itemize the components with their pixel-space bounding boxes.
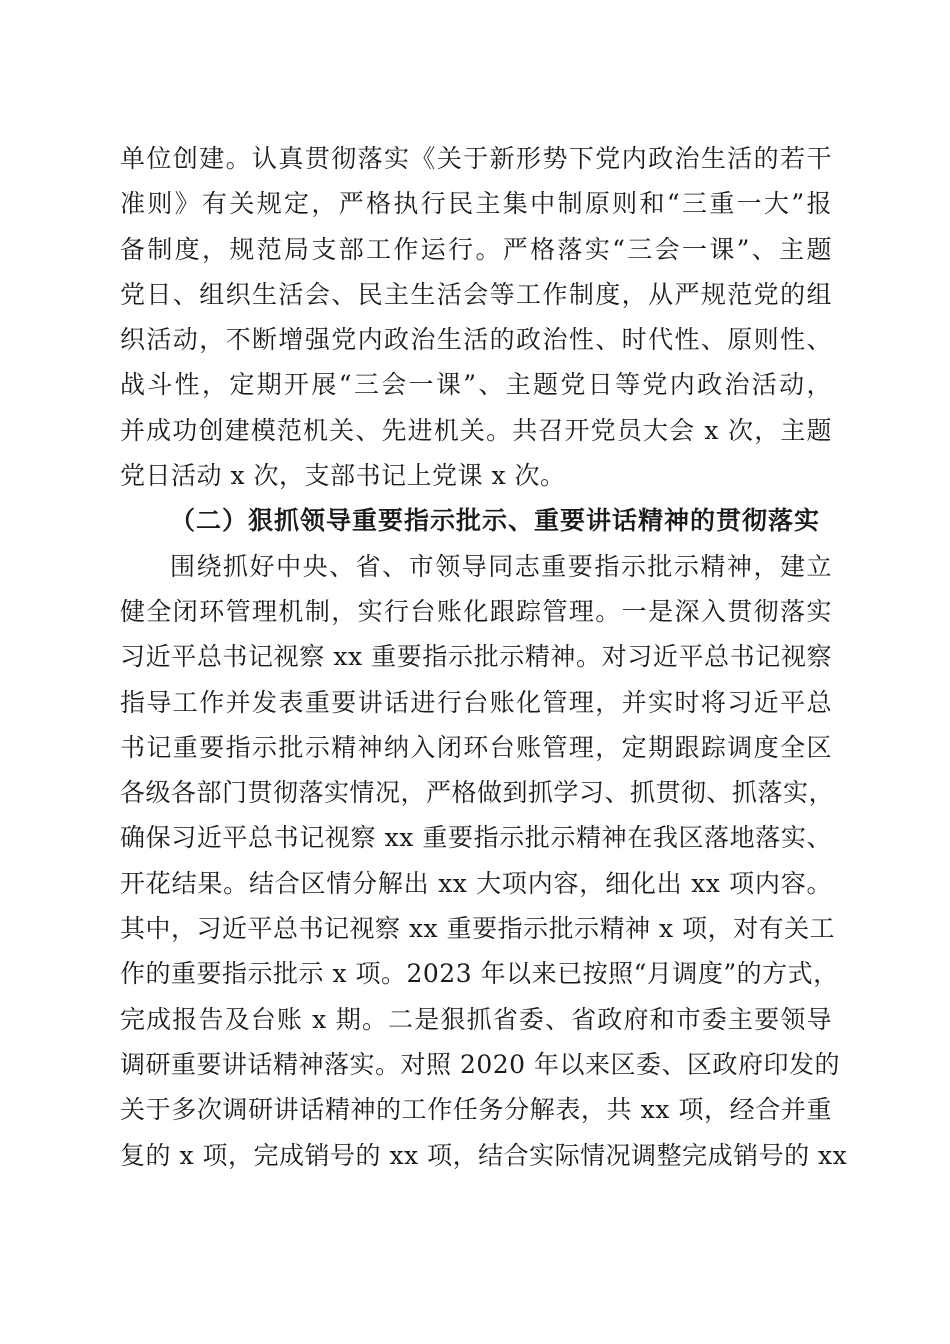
paragraph-line: 准则》有关规定，严格执行民主集中制原则和“三重一大”报 — [120, 189, 832, 219]
paragraph-line: 指导工作并发表重要讲话进行台账化管理，并实时将习近平总 — [120, 687, 832, 717]
paragraph-line: 完成报告及台账 x 期。二是狠抓省委、省政府和市委主要领导 — [120, 1004, 832, 1034]
paragraph-line: 围绕抓好中央、省、市领导同志重要指示批示精神，建立 — [170, 551, 832, 581]
paragraph-line: 党日、组织生活会、民主生活会等工作制度，从严规范党的组 — [120, 279, 832, 309]
paragraph-line: 作的重要指示批示 x 项。2023 年以来已按照“月调度”的方式， — [120, 959, 839, 989]
paragraph-line: 单位创建。认真贯彻落实《关于新形势下党内政治生活的若干 — [120, 144, 832, 173]
section-heading: （二）狠抓领导重要指示批示、重要讲话精神的贯彻落实 — [170, 506, 821, 536]
paragraph-line: 复的 x 项，完成销号的 xx 项，结合实际情况调整完成销号的 xx — [120, 1140, 848, 1170]
paragraph-line: 并成功创建模范机关、先进机关。共召开党员大会 x 次，主题 — [120, 415, 832, 445]
paragraph-line: 其中，习近平总书记视察 xx 重要指示批示精神 x 项，对有关工 — [120, 914, 836, 944]
document-body — [120, 136, 848, 1178]
paragraph-line: 备制度，规范局支部工作运行。严格落实“三会一课”、主题 — [120, 234, 832, 264]
paragraph-line: 战斗性，定期开展“三会一课”、主题党日等党内政治活动， — [120, 370, 832, 400]
paragraph-line: 调研重要讲话精神落实。对照 2020 年以来区委、区政府印发的 — [120, 1049, 841, 1079]
paragraph-line: 党日活动 x 次，支部书记上党课 x 次。 — [120, 461, 566, 491]
paragraph-line: 习近平总书记视察 xx 重要指示批示精神。对习近平总书记视察 — [120, 642, 832, 672]
paragraph-line: 健全闭环管理机制，实行台账化跟踪管理。一是深入贯彻落实 — [120, 596, 832, 626]
paragraph-line: 各级各部门贯彻落实情况，严格做到抓学习、抓贯彻、抓落实， — [120, 778, 835, 808]
paragraph-line: 确保习近平总书记视察 xx 重要指示批示精神在我区落地落实、 — [120, 823, 832, 853]
paragraph-line: 开花结果。结合区情分解出 xx 大项内容，细化出 xx 项内容。 — [120, 868, 832, 898]
paragraph-line: 织活动，不断增强党内政治生活的政治性、时代性、原则性、 — [120, 325, 832, 355]
paragraph-line: 关于多次调研讲话精神的工作任务分解表，共 xx 项，经合并重 — [120, 1095, 832, 1125]
paragraph-line: 书记重要指示批示精神纳入闭环台账管理，定期跟踪调度全区 — [120, 732, 832, 762]
